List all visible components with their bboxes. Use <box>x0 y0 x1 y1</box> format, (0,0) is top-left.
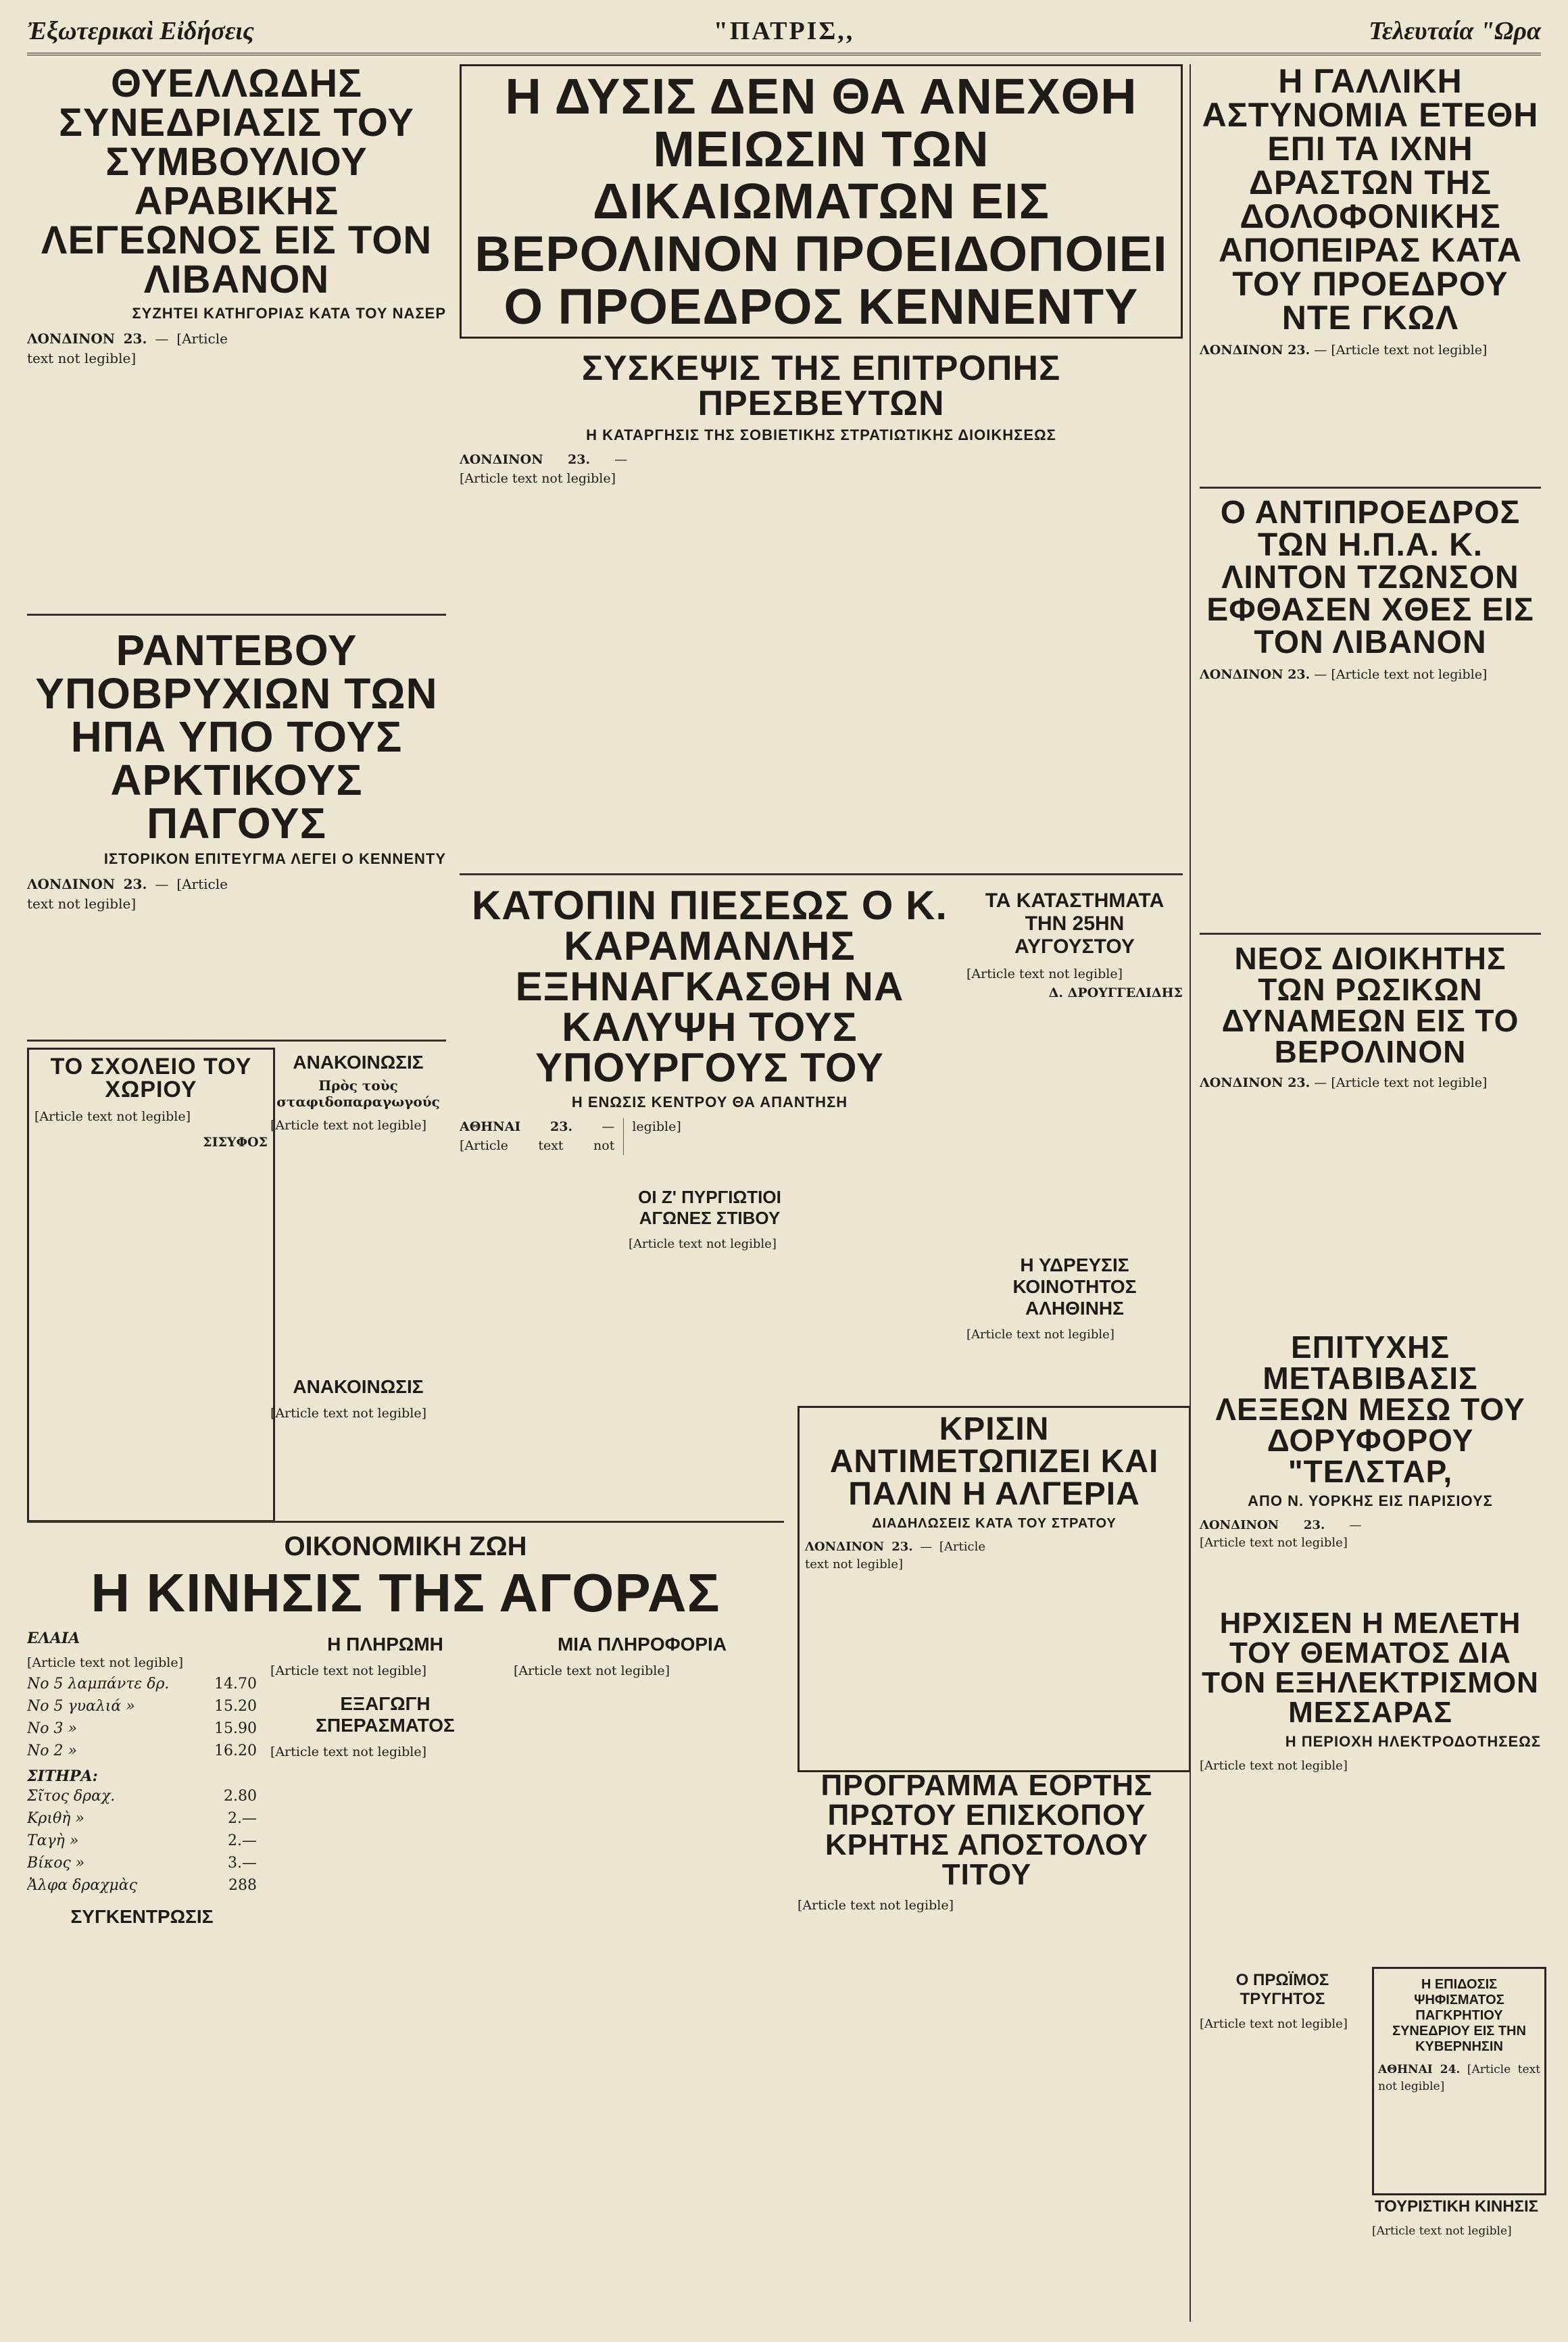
article-body: ΛΟΝΔΙΝΟΝ 23. — [Article text not legible] <box>1200 667 1488 682</box>
article-text: [Article text not legible] <box>270 1406 427 1421</box>
article-raisin-notice <box>270 1048 446 1365</box>
edition-label: Τελευταία "Ωρα <box>1369 17 1541 45</box>
article-body <box>629 1236 791 1253</box>
article-market <box>27 1528 784 2325</box>
subheadline: ΣΥΖΗΤΕΙ ΚΑΤΗΓΟΡΙΑΣ ΚΑΤΑ ΤΟΥ ΝΑΣΕΡ <box>132 305 446 322</box>
subheadline: ΑΠΟ Ν. ΥΟΡΚΗΣ ΕΙΣ ΠΑΡΙΣΙΟΥΣ <box>1248 1492 1493 1509</box>
headline: ΤΟ ΣΧΟΛΕΙΟ ΤΟΥ ΧΩΡΙΟΥ <box>50 1054 252 1102</box>
prices-title: ΕΛΑΙΑ <box>27 1630 80 1647</box>
headline: ΕΠΙΤΥΧΗΣ ΜΕΤΑΒΙΒΑΣΙΣ ΛΕΞΕΩΝ ΜΕΣΩ ΤΟΥ ΔΟΡΥΦΟΡΟΥ "ΤΕΛΣΤΑΡ, <box>1215 1332 1525 1489</box>
page-header <box>27 12 1541 55</box>
article-text: [Article text not legible] <box>805 1540 986 1572</box>
headline: ΤΑ ΚΑΤΑΣΤΗΜΑΤΑ ΤΗΝ 25ΗΝ ΑΥΓΟΥΣΤΟΥ <box>985 889 1165 958</box>
article-text: [Article text not legible] <box>1200 1536 1348 1551</box>
article-body: ΛΟΝΔΙΝΟΝ 23. — [Article text not legible] <box>1200 1518 1362 1551</box>
article-body: ΛΟΝΔΙΝΟΝ 23. — [Article text not legible] <box>1200 343 1488 358</box>
subheadline: ΣΥΓΚΕΝΤΡΩΣΙΣ <box>70 1905 214 1927</box>
headline: ΘΥΕΛΛΩΔΗΣ ΣΥΝΕΔΡΙΑΣΙΣ ΤΟΥ ΣΥΜΒΟΥΛΙΟΥ ΑΡΑΒΙΚΗΣ ΛΕΓΕΩΝΟΣ ΕΙΣ ΤΟΝ ΛΙΒΑΝΟΝ <box>41 64 433 301</box>
article-text: [Article text not legible] <box>514 1663 670 1678</box>
article-text: [Article text not legible] <box>270 1744 427 1759</box>
signature: Δ. ΔΡΟΥΓΓΕΛΙΔΗΣ <box>1048 985 1183 1000</box>
article-text: [Article text not legible] <box>34 1109 191 1124</box>
headline: ΚΑΤΟΠΙΝ ΠΙΕΣΕΩΣ Ο Κ. ΚΑΡΑΜΑΝΛΗΣ ΕΞΗΝΑΓΚΑΣΘΗ ΝΑ ΚΑΛΥΨΗ ΤΟΥΣ ΥΠΟΥΡΓΟΥΣ ΤΟΥ <box>471 885 948 1090</box>
headline: Η ΚΙΝΗΣΙΣ ΤΗΣ ΑΓΟΡΑΣ <box>91 1563 720 1623</box>
article-text: [Article text not legible] <box>966 1327 1114 1342</box>
article-text: [Article text not legible] <box>966 967 1123 981</box>
price-row: Νο 5 γυαλιά » 15.20 <box>27 1697 257 1715</box>
article-text: [Article text not legible] <box>27 1655 184 1670</box>
article-text: [Article text not legible] <box>1331 343 1488 358</box>
article-text: [Article text not legible] <box>27 876 228 912</box>
article-body: ΛΟΝΔΙΝΟΝ 23. — [Article text not legible] <box>27 331 228 366</box>
grains-title: ΣΙΤΗΡΑ: <box>27 1767 98 1785</box>
article-body <box>270 1117 446 1136</box>
headline: ΝΕΟΣ ΔΙΟΙΚΗΤΗΣ ΤΩΝ ΡΩΣΙΚΩΝ ΔΥΝΑΜΕΩΝ ΕΙΣ ΤΟ ΒΕΡΟΛΙΝΟΝ <box>1221 943 1519 1069</box>
headline: ΚΡΙΣΙΝ ΑΝΤΙΜΕΤΩΠΙΖΕΙ ΚΑΙ ΠΑΛΙΝ Η ΑΛΓΕΡΙΑ <box>829 1411 1159 1512</box>
article-early-harvest <box>1200 1967 1365 2318</box>
dateline: ΛΟΝΔΙΝΟΝ 23. <box>1200 1518 1325 1532</box>
headline: Η ΓΑΛΛΙΚΗ ΑΣΤΥΝΟΜΙΑ ΕΤΕΘΗ ΕΠΙ ΤΑ ΙΧΝΗ ΔΡΑΣΤΩΝ ΤΗΣ ΔΟΛΟΦΟΝΙΚΗΣ ΑΠΟΠΕΙΡΑΣ ΚΑΤΑ ΤΟΥ ΠΡΟΕΔΡΟΥ ΝΤΕ ΓΚΩΛ <box>1202 64 1539 337</box>
article-body: ΛΟΝΔΙΝΟΝ 23. — [Article text not legible] <box>805 1540 986 1572</box>
subheadline-2: Η ΚΑΤΑΡΓΗΣΙΣ ΤΗΣ ΣΟΒΙΕΤΙΚΗΣ ΣΤΡΑΤΙΩΤΙΚΗΣ ΔΙΟΙΚΗΣΕΩΣ <box>586 426 1056 444</box>
article-village-school <box>27 1048 275 1522</box>
info-headline: ΜΙΑ ΠΛΗΡΟΦΟΡΙΑ <box>557 1634 727 1655</box>
article-body <box>270 1743 500 1762</box>
dateline: ΛΟΝΔΙΝΟΝ 23. <box>1200 1075 1310 1090</box>
section-kicker: ΟΙΚΟΝΟΜΙΚΗ ΖΩΗ <box>284 1532 527 1561</box>
section-label: Ἐξωτερικαὶ Εἰδήσεις <box>27 17 254 45</box>
article-text: [Article text not legible] <box>1378 2063 1540 2093</box>
headline: Η ΕΠΙΔΟΣΙΣ ΨΗΦΙΣΜΑΤΟΣ ΠΑΓΚΡΗΤΙΟΥ ΣΥΝΕΔΡΙΟΥ ΕΙΣ ΤΗΝ ΚΥΒΕΡΝΗΣΙΝ <box>1392 1977 1526 2054</box>
payment-headline: Η ΠΛΗΡΩΜΗ <box>327 1634 443 1655</box>
subheadline: Πρὸς τοὺς σταφιδοπαραγωγούς <box>276 1077 440 1110</box>
article-pancretan-resolution <box>1372 1967 1546 2195</box>
headline: ΑΝΑΚΟΙΝΩΣΙΣ <box>293 1376 424 1397</box>
article-body <box>1200 2016 1365 2033</box>
article-text: [Article text not legible] <box>460 1119 681 1153</box>
subheadline: ΣΥΣΚΕΨΙΣ ΤΗΣ ΕΠΙΤΡΟΠΗΣ ΠΡΕΣΒΕΥΤΩΝ <box>581 349 1061 424</box>
dateline: ΑΘΗΝΑΙ 23. <box>460 1119 573 1134</box>
article-text: [Article text not legible] <box>1200 2017 1348 2031</box>
article-text: [Article text not legible] <box>270 1118 427 1133</box>
article-body <box>27 1654 257 1673</box>
article-text: [Article text not legible] <box>460 470 616 486</box>
price-row: Ἀλφα δραχμὰς 288 <box>27 1876 257 1894</box>
grain-prices <box>27 1785 257 1897</box>
article-shops <box>966 885 1183 1244</box>
headline: ΡΑΝΤΕΒΟΥ ΥΠΟΒΡΥΧΙΩΝ ΤΩΝ ΗΠΑ ΥΠΟ ΤΟΥΣ ΑΡΚΤΙΚΟΥΣ ΠΑΓΟΥΣ <box>35 629 438 848</box>
article-body <box>270 1405 446 1423</box>
article-text: [Article text not legible] <box>1331 1075 1488 1090</box>
dateline: ΑΘΗΝΑΙ 24. <box>1378 2063 1461 2076</box>
article-body: ΛΟΝΔΙΝΟΝ 23. — [Article text not legible] <box>460 452 628 486</box>
dateline: ΛΟΝΔΙΝΟΝ 23. <box>27 331 147 347</box>
dateline: ΛΟΝΔΙΝΟΝ 23. <box>805 1540 913 1554</box>
article-body <box>966 1326 1183 1344</box>
article-telstar <box>1200 1332 1541 1602</box>
article-body <box>34 1108 268 1152</box>
headline: ΠΡΟΓΡΑΜΜΑ ΕΟΡΤΗΣ ΠΡΩΤΟΥ ΕΠΙΣΚΟΠΟΥ ΚΡΗΤΗΣ ΑΠΟΣΤΟΛΟΥ ΤΙΤΟΥ <box>820 1771 1153 1891</box>
article-french-police <box>1200 64 1541 483</box>
subheadline: Η ΕΝΩΣΙΣ ΚΕΝΤΡΟΥ ΘΑ ΑΠΑΝΤΗΣΗ <box>571 1094 848 1111</box>
article-notice-2 <box>270 1372 446 1514</box>
subheadline: ΙΣΤΟΡΙΚΟΝ ΕΠΙΤΕΥΓΜΑ ΛΕΓΕΙ Ο ΚΕΝΝΕΝΤΥ <box>103 850 446 867</box>
article-body: ΛΟΝΔΙΝΟΝ 23. — [Article text not legible] <box>1200 1075 1488 1090</box>
article-text: [Article text not legible] <box>270 1663 427 1678</box>
article-johnson-lebanon <box>1200 497 1541 929</box>
headline: ΤΟΥΡΙΣΤΙΚΗ ΚΙΝΗΣΙΣ <box>1374 2197 1539 2216</box>
article-text: [Article text not legible] <box>1331 667 1488 682</box>
signature: ΣΙΣΥΦΟΣ <box>203 1134 268 1150</box>
headline: Ο ΑΝΤΙΠΡΟΕΔΡΟΣ ΤΩΝ Η.Π.Α. Κ. ΛΙΝΤΟΝ ΤΖΩΝΣΟΝ ΕΦΘΑΣΕΝ ΧΘΕΣ ΕΙΣ ΤΟΝ ΛΙΒΑΝΟΝ <box>1206 497 1534 660</box>
subheadline: Η ΠΕΡΙΟΧΗ ΗΛΕΚΤΡΟΔΟΤΗΣΕΩΣ <box>1285 1733 1541 1750</box>
price-row: Ταγὴ » 2.— <box>27 1832 257 1849</box>
headline: ΟΙ Ζ' ΠΥΡΓΙΩΤΙΟΙ ΑΓΩΝΕΣ ΣΤΙΒΟΥ <box>638 1187 781 1228</box>
article-text: [Article text not legible] <box>1372 2224 1512 2238</box>
article-body: ΑΘΗΝΑΙ 23. — [Article text not legible] <box>460 1119 681 1153</box>
oil-prices <box>27 1673 257 1762</box>
article-messara-electrification <box>1200 1609 1541 1960</box>
price-row: Βίκος » 3.— <box>27 1854 257 1872</box>
headline: Η ΥΔΡΕΥΣΙΣ ΚΟΙΝΟΤΗΤΟΣ ΑΛΗΘΙΝΗΣ <box>1012 1254 1137 1319</box>
article-berlin <box>460 64 1183 869</box>
article-body <box>270 1662 500 1681</box>
price-row: Νο 2 » 16.20 <box>27 1742 257 1759</box>
article-arab-legion <box>27 64 446 605</box>
article-russian-commander <box>1200 943 1541 1321</box>
article-text: [Article text not legible] <box>798 1898 954 1913</box>
article-body <box>1372 2223 1541 2240</box>
article-water-supply <box>966 1250 1183 1399</box>
dateline: ΛΟΝΔΙΝΟΝ 23. <box>27 876 147 892</box>
price-row: Κριθὴ » 2.— <box>27 1809 257 1827</box>
headline: Ο ΠΡΩΪΜΟΣ ΤΡΥΓΗΤΟΣ <box>1235 1971 1329 2008</box>
article-body <box>966 965 1183 1002</box>
article-algeria <box>798 1406 1191 1772</box>
article-body <box>1200 1757 1541 1775</box>
article-submarines <box>27 629 446 1034</box>
article-tourism <box>1372 2193 1541 2322</box>
headline: ΑΝΑΚΟΙΝΩΣΙΣ <box>293 1052 424 1073</box>
article-body <box>514 1662 770 1681</box>
article-pyrgiotioi-games <box>629 1183 791 1304</box>
article-feast-program <box>798 1771 1176 2325</box>
article-text: [Article text not legible] <box>629 1237 777 1251</box>
dateline: ΛΟΝΔΙΝΟΝ 23. <box>460 452 591 468</box>
article-body <box>1378 2062 1540 2095</box>
export-headline: ΕΞΑΓΩΓΗ ΣΠΕΡΑΣΜΑΤΟΣ <box>316 1692 455 1736</box>
article-body <box>798 1897 1176 1916</box>
headline: Η ΔΥΣΙΣ ΔΕΝ ΘΑ ΑΝΕΧΘΗ ΜΕΙΩΣΙΝ ΤΩΝ ΔΙΚΑΙΩΜΑΤΩΝ ΕΙΣ ΒΕΡΟΛΙΝΟΝ ΠΡΟΕΙΔΟΠΟΙΕΙ Ο ΠΡΟΕΔΡΟΣ ΚΕΝΝΕΝΤΥ <box>474 68 1168 335</box>
price-row: Σῖτος δραχ. 2.80 <box>27 1787 257 1805</box>
article-body: ΛΟΝΔΙΝΟΝ 23. — [Article text not legible] <box>27 876 228 912</box>
price-row: Νο 3 » 15.90 <box>27 1719 257 1737</box>
headline: ΗΡΧΙΣΕΝ Η ΜΕΛΕΤΗ ΤΟΥ ΘΕΜΑΤΟΣ ΔΙΑ ΤΟΝ ΕΞΗΛΕΚΤΡΙΣΜΟΝ ΜΕΣΣΑΡΑΣ <box>1202 1609 1539 1729</box>
dateline: ΛΟΝΔΙΝΟΝ 23. <box>1200 667 1310 682</box>
subheadline: ΔΙΑΔΗΛΩΣΕΙΣ ΚΑΤΑ ΤΟΥ ΣΤΡΑΤΟΥ <box>872 1516 1117 1531</box>
article-text: [Article text not legible] <box>27 331 228 366</box>
article-text: [Article text not legible] <box>1200 1759 1348 1773</box>
dateline: ΛΟΝΔΙΝΟΝ 23. <box>1200 343 1310 358</box>
masthead: "ΠΑΤΡΙΣ,, <box>713 17 855 45</box>
price-row: Νο 5 λαμπάντε δρ. 14.70 <box>27 1675 257 1692</box>
